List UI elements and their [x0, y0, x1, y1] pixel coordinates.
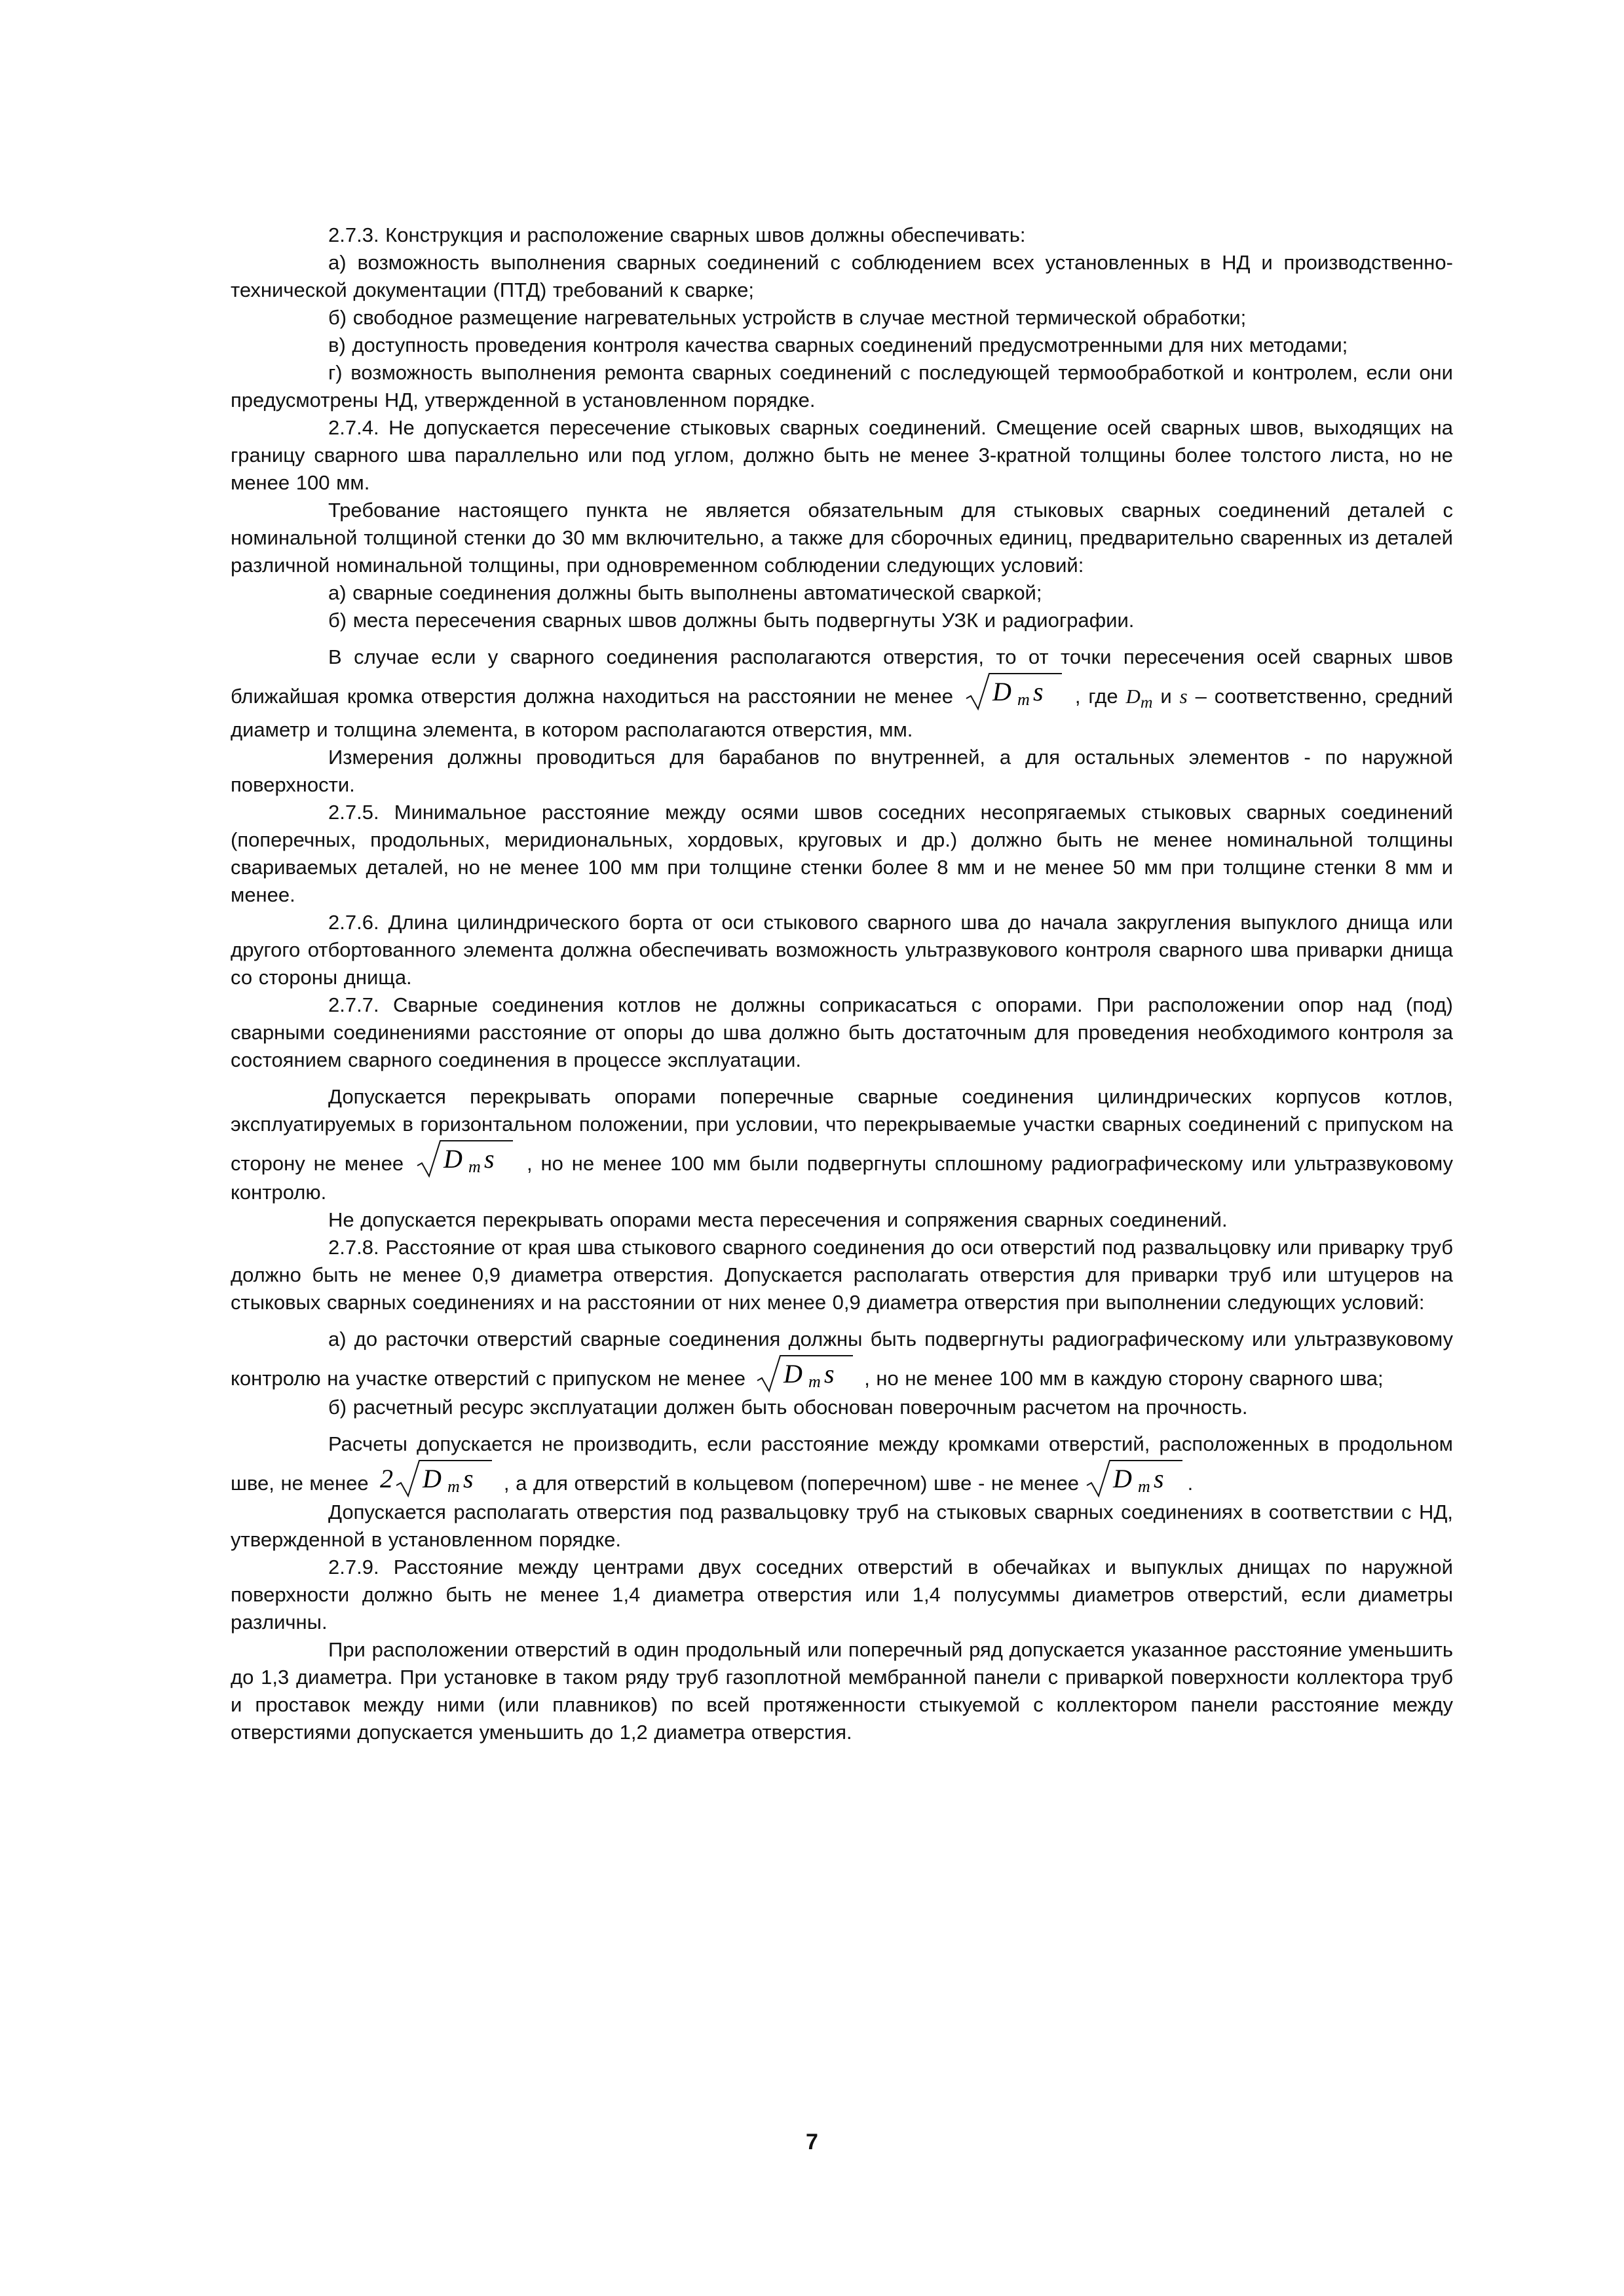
- two-sqrt-dm-s-formula: [379, 1458, 493, 1499]
- svg-text:m: m: [1017, 690, 1030, 709]
- sqrt-dm-s-formula: [756, 1353, 854, 1394]
- condition-b-resource: б) расчетный ресурс эксплуатации должен быть обоснован поверочным расчетом на прочность.: [328, 1396, 1248, 1419]
- sqrt-dm-s-formula: [1086, 1458, 1184, 1499]
- svg-text:2: 2: [380, 1464, 394, 1494]
- paragraph-text: , где: [1074, 684, 1118, 708]
- paragraph-no-overlap: Не допускается перекрывать опорами места пересечения и сопряжения сварных соединений.: [328, 1208, 1228, 1232]
- paragraph-text: , а для отверстий в кольцевом (поперечном) шве - не менее: [503, 1472, 1080, 1495]
- svg-text:m: m: [468, 1157, 481, 1177]
- paragraph-text: , но не менее 100 мм в каждую сторону сварного шва;: [864, 1367, 1384, 1390]
- document-body: [231, 221, 1453, 1746]
- paragraph-text: и: [1160, 684, 1172, 708]
- paragraph-text: – соответственно, средний диаметр и толщина элемента, в котором располагаются отверстия, мм.: [231, 684, 1453, 742]
- svg-text:m: m: [447, 1477, 460, 1497]
- paragraph-text: , но не менее 100 мм были подвергнуты сплошному радиографическому или ультразвуковому контролю.: [231, 1152, 1453, 1204]
- condition-b: б) места пересечения сварных швов должны быть подвергнуты УЗК и радиографии.: [328, 609, 1135, 632]
- svg-text:s: s: [823, 1359, 835, 1389]
- condition-a: а) сварные соединения должны быть выполнены автоматической сваркой;: [328, 581, 1042, 604]
- paragraph-text: В случае если у сварного соединения располагаются отверстия, то от точки пересечения осей сварных швов ближайшая кромка отверстия должна находиться на расстоянии не менее: [231, 645, 1453, 708]
- paragraph-calculations: [231, 1430, 1453, 1499]
- list-item-a: а) возможность выполнения сварных соединений с соблюдением всех установленных в НД и производственно-технической документации (ПТД) требований к сварке;: [231, 251, 1453, 301]
- paragraph-text: .: [1187, 1472, 1194, 1495]
- paragraph-text: Допускается перекрывать опорами поперечные сварные соединения цилиндрических корпусов котлов, эксплуатируемых в горизонтальном положении, при условии, что перекрываемые участки сварных соединений с припуском на сторону не менее: [231, 1085, 1453, 1176]
- paragraph-requirement: Требование настоящего пункта не является обязательным для стыковых сварных соединений деталей с номинальной толщиной стенки до 30 мм включительно, а также для сборочных единиц, предварительно сваренных из деталей различной номинальной толщины, при одновременном соблюдении следующих условий:: [231, 499, 1453, 577]
- list-item-g: г) возможность выполнения ремонта сварных соединений с последующей термообработкой и контролем, если они предусмотрены НД, утвержденной в установленном порядке.: [231, 361, 1453, 411]
- svg-text:s: s: [484, 1144, 495, 1174]
- svg-text:D: D: [423, 1464, 442, 1494]
- paragraph-text: Расчеты допускается не производить, если расстояние между кромками отверстий, расположенных в продольном шве, не менее: [231, 1432, 1453, 1495]
- svg-text:m: m: [1137, 1477, 1150, 1497]
- sqrt-dm-s-formula: [965, 671, 1063, 712]
- list-item-v: в) доступность проведения контроля качества сварных соединений предусмотренными для них методами;: [328, 334, 1348, 356]
- paragraph-2-7-7: 2.7.7. Сварные соединения котлов не должны соприкасаться с опорами. При расположении опор над (под) сварными соединениями расстояние от опоры до шва должно быть достаточным для проведения необходимого контроля за состоянием сварного соединения в процессе эксплуатации.: [231, 993, 1453, 1072]
- svg-text:s: s: [1153, 1464, 1164, 1494]
- sqrt-dm-s-formula: [416, 1138, 514, 1179]
- list-item-b: б) свободное размещение нагревательных устройств в случае местной термической обработки;: [328, 306, 1247, 329]
- symbol-s: s: [1179, 684, 1188, 708]
- condition-a-drilling: [231, 1326, 1453, 1394]
- page-number: 7: [806, 2130, 818, 2154]
- paragraph-holes-distance: [231, 643, 1453, 744]
- symbol-dm: $D_m$: [1125, 684, 1153, 712]
- paragraph-2-7-4: 2.7.4. Не допускается пересечение стыковых сварных соединений. Смещение осей сварных швов, выходящих на границу сварного шва параллельно или под углом, должно быть не менее 3-кратной толщины более толстого листа, но не менее 100 мм.: [231, 416, 1453, 494]
- svg-text:D: D: [992, 677, 1011, 706]
- paragraph-2-7-8: 2.7.8. Расстояние от края шва стыкового сварного соединения до оси отверстий под развальцовку или приварку труб должно быть не менее 0,9 диаметра отверстия. Допускается располагать отверстия для приварки труб или штуцеров на стыковых сварных соединениях и на расстоянии от них менее 0,9 диаметра отверстия при выполнении следующих условий:: [231, 1236, 1453, 1314]
- paragraph-text: а) до расточки отверстий сварные соединения должны быть подвергнуты радиографическому или ультразвуковому контролю на участке отверстий с припуском не менее: [231, 1328, 1453, 1390]
- paragraph-row-holes: При расположении отверстий в один продольный или поперечный ряд допускается указанное расстояние уменьшить до 1,3 диаметра. При установке в таком ряду труб газоплотной мембранной панели с приваркой поверхности коллектора труб и проставок между ними (или плавников) по всей протяженности стыкуемой с коллектором панели расстояние между отверстиями допускается уменьшить до 1,2 диаметра отверстия.: [231, 1638, 1453, 1744]
- paragraph-2-7-6: 2.7.6. Длина цилиндрического борта от оси стыкового сварного шва до начала закругления выпуклого днища или другого отбортованного элемента должна обеспечивать возможность ультразвукового контроля сварного шва приварки днища со стороны днища.: [231, 911, 1453, 989]
- paragraph-2-7-3: 2.7.3. Конструкция и расположение сварных швов должны обеспечивать:: [328, 223, 1026, 246]
- svg-text:m: m: [808, 1372, 821, 1392]
- svg-text:D: D: [783, 1359, 803, 1389]
- paragraph-2-7-9: 2.7.9. Расстояние между центрами двух соседних отверстий в обечайках и выпуклых днищах по наружной поверхности должно быть не менее 1,4 диаметра отверстия или 1,4 полусуммы диаметров отверстий, если диаметры различны.: [231, 1556, 1453, 1634]
- paragraph-supports-overlap: [231, 1083, 1453, 1206]
- svg-text:D: D: [444, 1144, 463, 1174]
- svg-text:D: D: [1112, 1464, 1132, 1494]
- paragraph-2-7-5: 2.7.5. Минимальное расстояние между осями швов соседних несопрягаемых стыковых сварных соединений (поперечных, продольных, меридиональных, хордовых, круговых и др.) должно быть не менее номинальной толщины свариваемых деталей, но не менее 100 мм при толщине стенки более 8 мм и не менее 50 мм при толщине стенки 8 мм и менее.: [231, 801, 1453, 907]
- svg-text:s: s: [1032, 677, 1044, 706]
- paragraph-rolling: Допускается располагать отверстия под развальцовку труб на стыковых сварных соединениях в соответствии с НД, утвержденной в установленном порядке.: [231, 1501, 1453, 1552]
- svg-text:s: s: [463, 1464, 474, 1494]
- paragraph-measurements: Измерения должны проводиться для барабанов по внутренней, а для остальных элементов - по наружной поверхности.: [231, 746, 1453, 797]
